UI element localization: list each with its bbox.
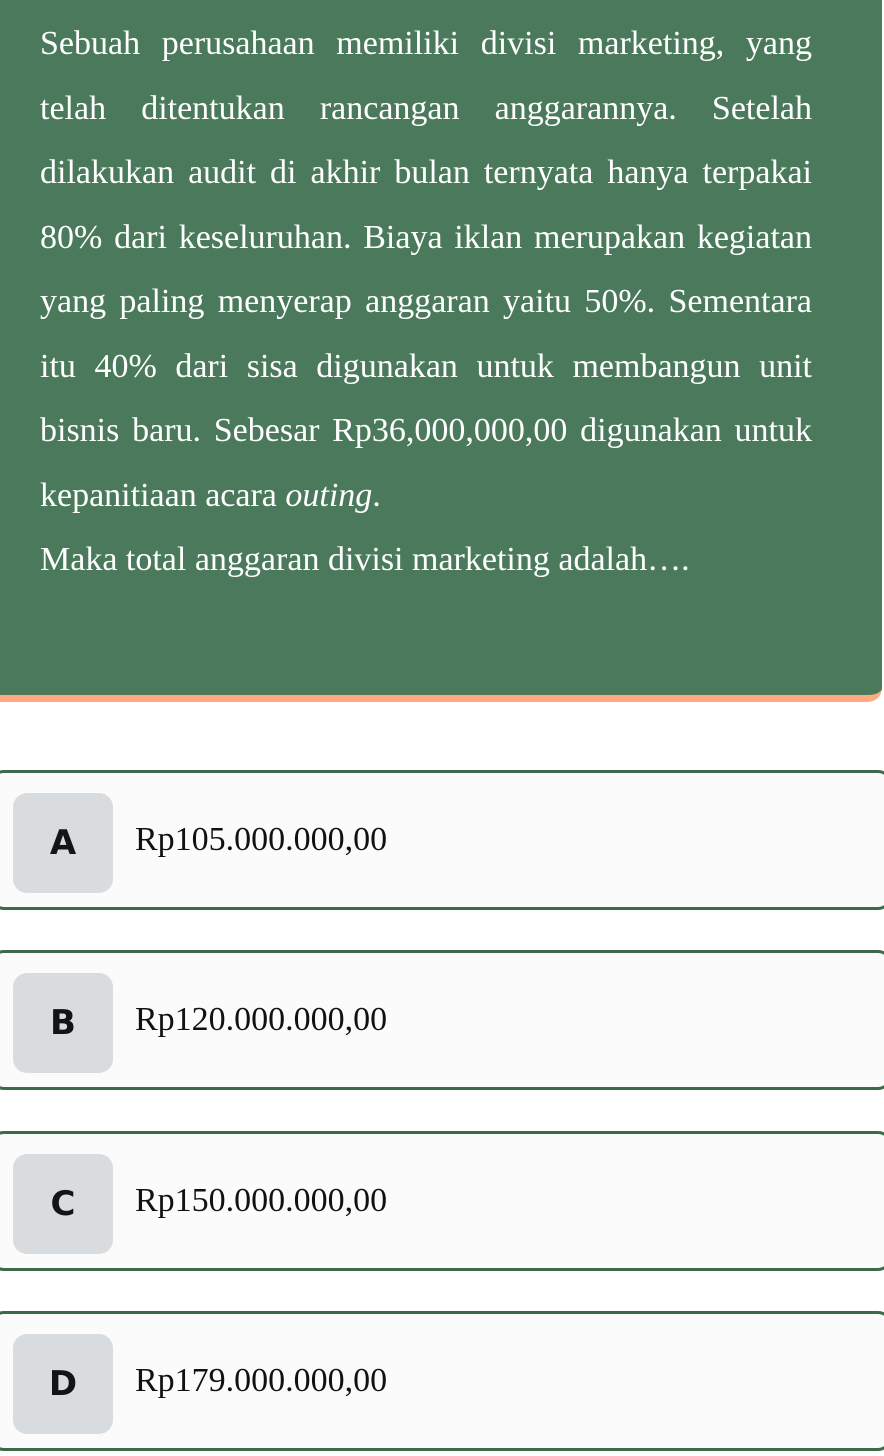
option-c-letter: C <box>13 1154 113 1254</box>
option-c[interactable] <box>0 1131 884 1271</box>
option-b[interactable] <box>0 950 884 1090</box>
option-c-text: Rp150.000.000,00 <box>135 1182 388 1219</box>
question-body-text: Sebuah perusahaan memiliki divisi marketing, yang telah ditentukan rancangan anggarannya. Setelah dilakukan audit di akhir bulan ternyata hanya terpakai 80% dari keseluruhan. Biaya iklan merupakan kegiatan yang paling menyerap anggaran yaitu 50%. Sementara itu 40% dari sisa digunakan untuk membangun unit bisnis baru. Sebesar Rp36,000,000,00 digunakan untuk kepanitiaan acara <box>40 25 812 514</box>
option-a-letter: A <box>13 793 113 893</box>
option-d-text: Rp179.000.000,00 <box>135 1362 388 1399</box>
question-card <box>0 0 882 702</box>
option-a-text: Rp105.000.000,00 <box>135 821 388 858</box>
option-a[interactable] <box>0 770 884 910</box>
question-body <box>40 12 812 528</box>
question-text <box>40 12 812 593</box>
option-d-letter: D <box>13 1334 113 1434</box>
option-b-text: Rp120.000.000,00 <box>135 1001 388 1038</box>
question-prompt: Maka total anggaran divisi marketing adalah…. <box>40 541 690 578</box>
question-italic-word: outing <box>285 476 373 514</box>
option-d[interactable] <box>0 1311 884 1451</box>
question-body-end: . <box>372 476 381 514</box>
option-b-letter: B <box>13 973 113 1073</box>
